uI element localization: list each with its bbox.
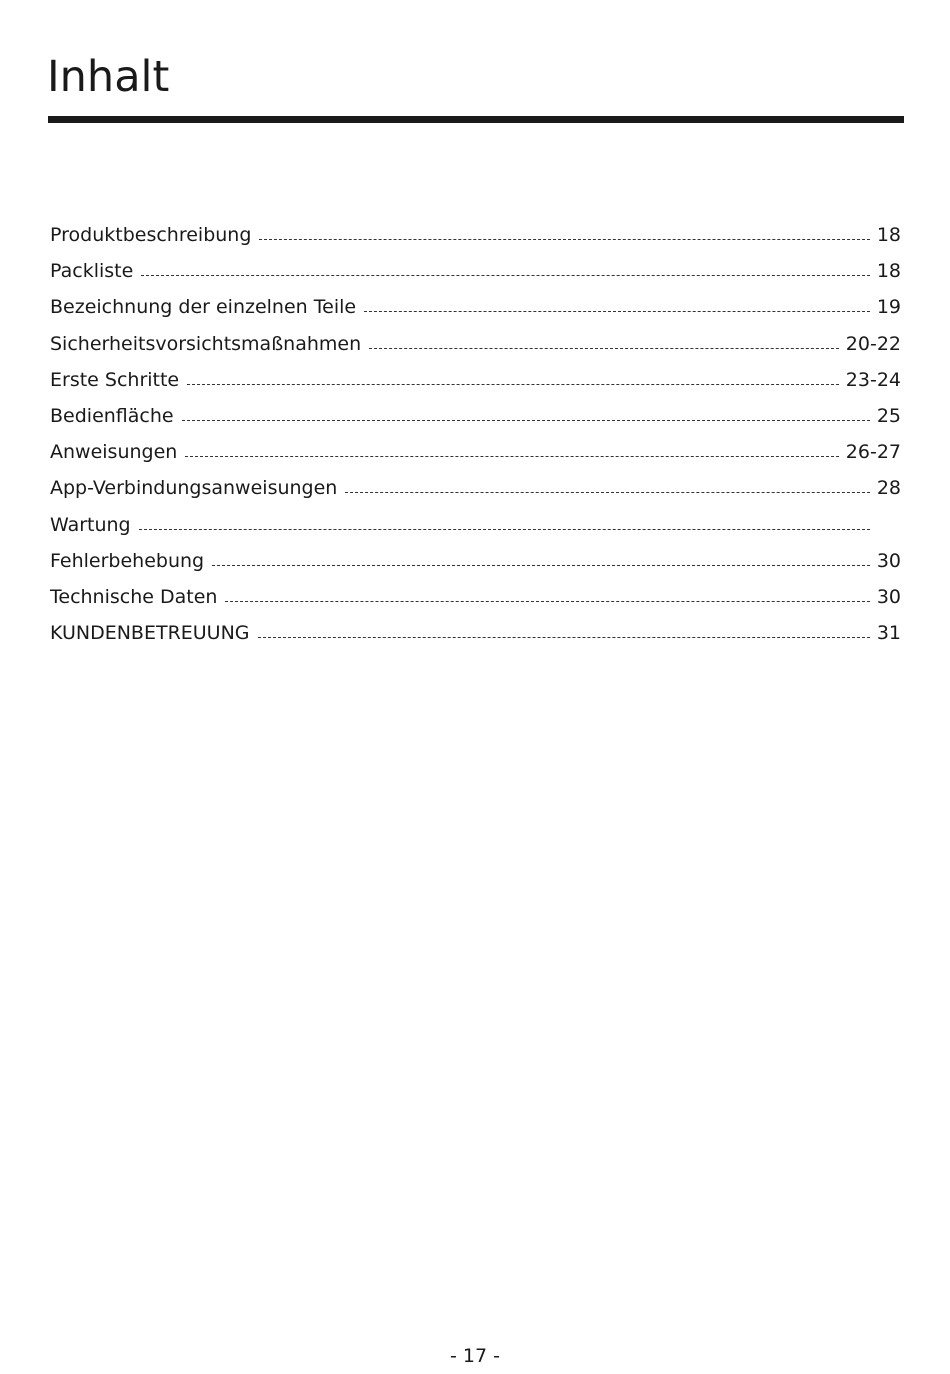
toc-dotted-leader bbox=[182, 420, 870, 421]
toc-entry-page: 25 bbox=[876, 404, 901, 427]
toc-entry-label: Bedienfläche bbox=[50, 404, 174, 427]
toc-entry-page: 31 bbox=[876, 622, 901, 645]
toc-entry-label: App-Verbindungsanweisungen bbox=[50, 477, 338, 500]
toc-entry-label: Fehlerbehebung bbox=[50, 549, 205, 572]
title-divider bbox=[48, 116, 904, 123]
toc-dotted-leader bbox=[212, 565, 870, 566]
toc-entry-page: 28 bbox=[876, 477, 901, 500]
toc-dotted-leader bbox=[187, 384, 839, 385]
toc-entry-label: Anweisungen bbox=[50, 441, 178, 464]
toc-entry-label: Technische Daten bbox=[50, 585, 218, 608]
toc-entry-produktbeschreibung[interactable] bbox=[50, 224, 901, 260]
toc-entry-page: 30 bbox=[876, 549, 901, 572]
toc-entry-sicherheitsvorsichtsmassnahmen[interactable] bbox=[50, 333, 901, 369]
toc-entry-page: 23-24 bbox=[845, 368, 901, 391]
toc-entry-bezeichnung-der-einzelnen-teile[interactable] bbox=[50, 296, 901, 332]
toc-entry-kundenbetreuung[interactable] bbox=[50, 622, 901, 658]
toc-entry-label: Sicherheitsvorsichtsmaßnahmen bbox=[50, 332, 362, 355]
toc-entry-app-verbindungsanweisungen[interactable] bbox=[50, 477, 901, 513]
table-of-contents bbox=[50, 224, 901, 658]
toc-entry-page: 26-27 bbox=[845, 441, 901, 464]
page-number: - 17 - bbox=[450, 1345, 500, 1367]
toc-entry-wartung[interactable] bbox=[50, 514, 901, 550]
toc-entry-technische-daten[interactable] bbox=[50, 586, 901, 622]
toc-entry-label: Bezeichnung der einzelnen Teile bbox=[50, 296, 357, 319]
toc-dotted-leader bbox=[258, 637, 870, 638]
toc-entry-page: 19 bbox=[876, 296, 901, 319]
toc-dotted-leader bbox=[364, 311, 870, 312]
toc-entry-page: 18 bbox=[876, 224, 901, 246]
toc-dotted-leader bbox=[225, 601, 869, 602]
toc-entry-anweisungen[interactable] bbox=[50, 441, 901, 477]
toc-entry-page: 20-22 bbox=[845, 332, 901, 355]
toc-entry-page: 30 bbox=[876, 585, 901, 608]
toc-entry-label: Packliste bbox=[50, 260, 134, 283]
toc-entry-bedienflaeche[interactable] bbox=[50, 405, 901, 441]
toc-dotted-leader bbox=[259, 239, 869, 240]
toc-dotted-leader bbox=[369, 348, 839, 349]
toc-entry-label: KUNDENBETREUUNG bbox=[50, 622, 250, 645]
toc-dotted-leader bbox=[185, 456, 838, 457]
toc-entry-erste-schritte[interactable] bbox=[50, 369, 901, 405]
toc-entry-label: Wartung bbox=[50, 513, 131, 536]
toc-entry-packliste[interactable] bbox=[50, 260, 901, 296]
toc-dotted-leader bbox=[141, 275, 870, 276]
toc-entry-fehlerbehebung[interactable] bbox=[50, 550, 901, 586]
toc-entry-page: 18 bbox=[876, 260, 901, 283]
page-title: Inhalt bbox=[47, 52, 170, 102]
toc-dotted-leader bbox=[345, 492, 869, 493]
toc-entry-label: Produktbeschreibung bbox=[50, 224, 252, 246]
toc-entry-label: Erste Schritte bbox=[50, 368, 180, 391]
toc-dotted-leader bbox=[139, 529, 870, 530]
